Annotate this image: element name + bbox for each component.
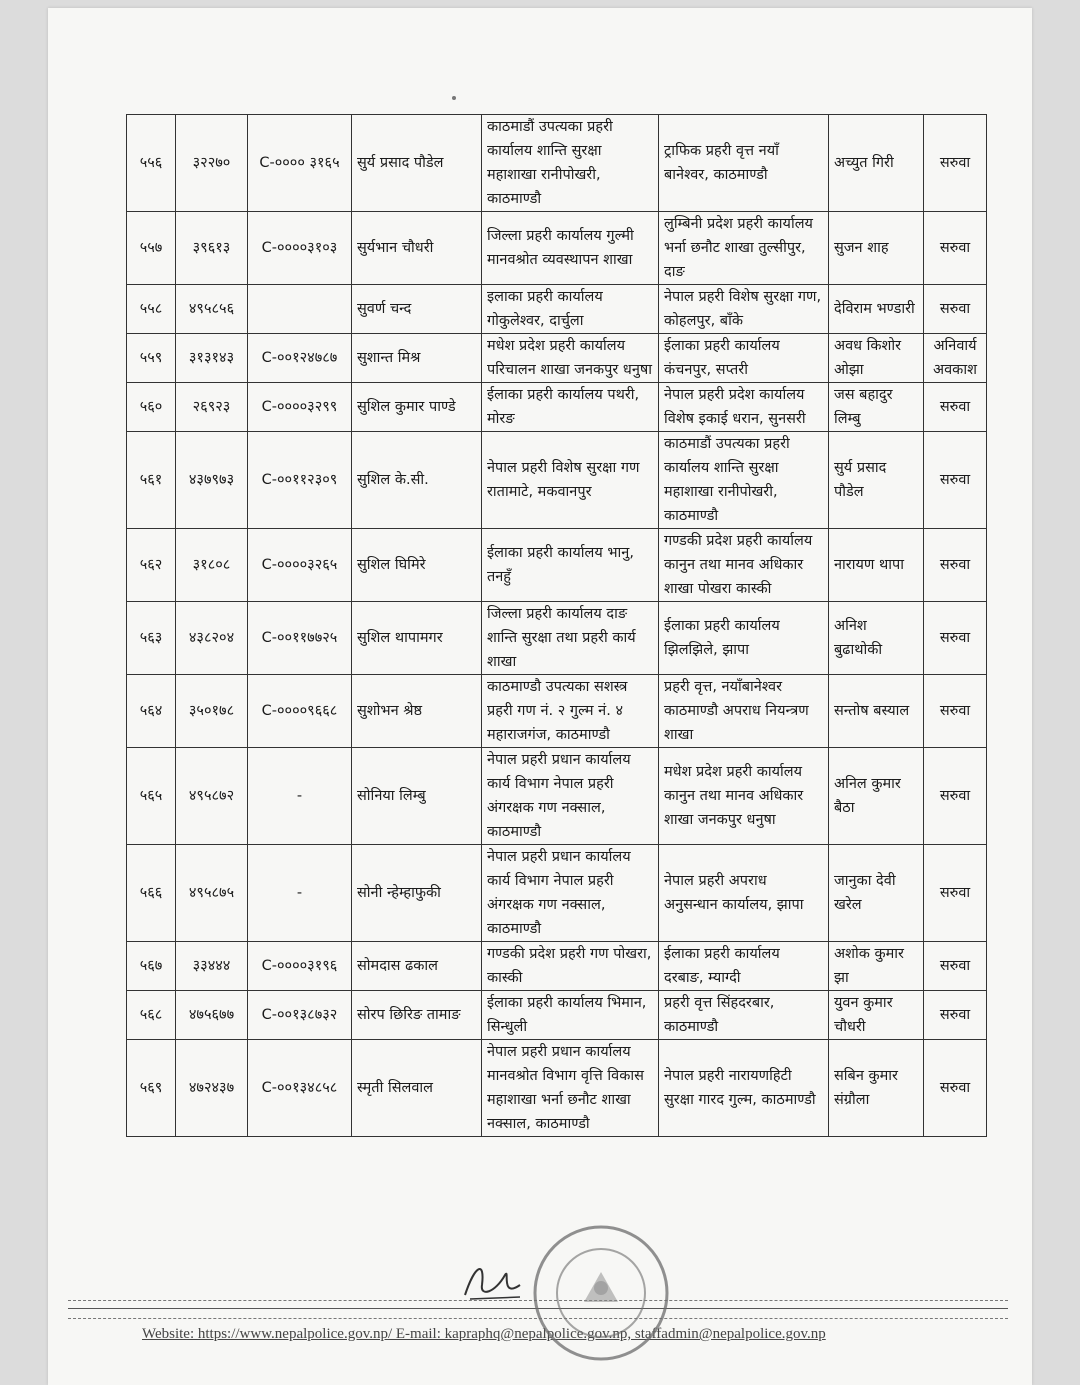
cell-sn: ५६८: [127, 991, 176, 1040]
cell-name: सोरप छिरिङ तामाङ: [352, 991, 482, 1040]
cell-from: ईलाका प्रहरी कार्यालय भिमान, सिन्धुली: [482, 991, 659, 1040]
cell-name: सुशिल कुमार पाण्डे: [352, 383, 482, 432]
cell-code: -: [248, 748, 352, 845]
cell-replacement: अवध किशोर ओझा: [829, 334, 924, 383]
cell-name: सुशिल के.सी.: [352, 432, 482, 529]
cell-sn: ५५९: [127, 334, 176, 383]
cell-to: ईलाका प्रहरी कार्यालय झिलझिले, झापा: [659, 602, 829, 675]
cell-id: ३२२७०: [176, 115, 248, 212]
cell-to: लुम्बिनी प्रदेश प्रहरी कार्यालय भर्ना छनौट शाखा तुल्सीपुर, दाङ: [659, 212, 829, 285]
cell-id: ४९५८७५: [176, 845, 248, 942]
cell-status: सरुवा: [924, 991, 987, 1040]
table-row: [127, 748, 987, 845]
cell-sn: ५६७: [127, 942, 176, 991]
signature: [460, 1255, 530, 1305]
cell-status: सरुवा: [924, 529, 987, 602]
cell-name: सुशिल घिमिरे: [352, 529, 482, 602]
cell-name: सुशोभन श्रेष्ठ: [352, 675, 482, 748]
cell-replacement: नारायण थापा: [829, 529, 924, 602]
cell-from: नेपाल प्रहरी प्रधान कार्यालय कार्य विभाग नेपाल प्रहरी अंगरक्षक गण नक्साल, काठमाण्डौ: [482, 845, 659, 942]
cell-to: नेपाल प्रहरी प्रदेश कार्यालय विशेष इकाई धरान, सुनसरी: [659, 383, 829, 432]
cell-id: ४३७९७३: [176, 432, 248, 529]
cell-replacement: सुजन शाह: [829, 212, 924, 285]
table-row: [127, 845, 987, 942]
cell-replacement: सन्तोष बस्याल: [829, 675, 924, 748]
cell-from: मधेश प्रदेश प्रहरी कार्यालय परिचालन शाखा जनकपुर धनुषा: [482, 334, 659, 383]
cell-sn: ५६१: [127, 432, 176, 529]
table-row: [127, 1040, 987, 1137]
cell-status: सरुवा: [924, 383, 987, 432]
cell-code: C-००१२४७८७: [248, 334, 352, 383]
scan-dot: [452, 96, 456, 100]
cell-name: सुर्यभान चौधरी: [352, 212, 482, 285]
cell-status: सरुवा: [924, 602, 987, 675]
cell-id: ४७२४३७: [176, 1040, 248, 1137]
cell-status: सरुवा: [924, 432, 987, 529]
cell-sn: ५६५: [127, 748, 176, 845]
cell-from: काठमाण्डौ उपत्यका सशस्त्र प्रहरी गण नं. २ गुल्म नं. ४ महाराजगंज, काठमाण्डौ: [482, 675, 659, 748]
cell-sn: ५६२: [127, 529, 176, 602]
transfer-table: [126, 114, 987, 1137]
cell-from: ईलाका प्रहरी कार्यालय पथरी, मोरङ: [482, 383, 659, 432]
cell-sn: ५६३: [127, 602, 176, 675]
cell-replacement: देविराम भण्डारी: [829, 285, 924, 334]
cell-status: अनिवार्य अवकाश: [924, 334, 987, 383]
cell-replacement: सुर्य प्रसाद पौडेल: [829, 432, 924, 529]
cell-code: [248, 285, 352, 334]
cell-to: ईलाका प्रहरी कार्यालय दरबाङ, म्याग्दी: [659, 942, 829, 991]
cell-id: ४९५८७२: [176, 748, 248, 845]
cell-name: सोनी न्हेम्हाफुकी: [352, 845, 482, 942]
cell-name: सुवर्ण चन्द: [352, 285, 482, 334]
cell-status: सरुवा: [924, 115, 987, 212]
cell-id: ४९५८५६: [176, 285, 248, 334]
cell-code: -: [248, 845, 352, 942]
cell-sn: ५६९: [127, 1040, 176, 1137]
cell-replacement: जानुका देवी खरेल: [829, 845, 924, 942]
cell-name: सुशान्त मिश्र: [352, 334, 482, 383]
cell-from: गण्डकी प्रदेश प्रहरी गण पोखरा, कास्की: [482, 942, 659, 991]
cell-name: सुशिल थापामगर: [352, 602, 482, 675]
cell-name: स्मृती सिलवाल: [352, 1040, 482, 1137]
footer-contact: Website: https://www.nepalpolice.gov.np/ E-mail: kapraphq@nepalpolice.gov.np, staffadmin@nepalpolice.gov.np: [142, 1326, 826, 1342]
cell-code: C-००००३२९९: [248, 383, 352, 432]
cell-to: ईलाका प्रहरी कार्यालय कंचनपुर, सप्तरी: [659, 334, 829, 383]
cell-code: C-००००९६६८: [248, 675, 352, 748]
cell-to: काठमाडौं उपत्यका प्रहरी कार्यालय शान्ति सुरक्षा महाशाखा रानीपोखरी, काठमाण्डौ: [659, 432, 829, 529]
cell-id: ३१८०८: [176, 529, 248, 602]
table-row: [127, 942, 987, 991]
government-seal: [526, 1218, 676, 1368]
cell-to: प्रहरी वृत्त सिंहदरबार, काठमाण्डौ: [659, 991, 829, 1040]
cell-sn: ५६४: [127, 675, 176, 748]
table-row: [127, 334, 987, 383]
cell-status: सरुवा: [924, 942, 987, 991]
cell-code: C-००११२३०९: [248, 432, 352, 529]
cell-name: सोनिया लिम्बु: [352, 748, 482, 845]
table-row: [127, 432, 987, 529]
cell-replacement: अशोक कुमार झा: [829, 942, 924, 991]
cell-sn: ५५८: [127, 285, 176, 334]
cell-id: ४७५६७७: [176, 991, 248, 1040]
table-row: [127, 602, 987, 675]
cell-name: सोमदास ढकाल: [352, 942, 482, 991]
cell-id: ३३४४४: [176, 942, 248, 991]
cell-to: ट्राफिक प्रहरी वृत्त नयाँ बानेश्वर, काठमाण्डौ: [659, 115, 829, 212]
cell-to: नेपाल प्रहरी विशेष सुरक्षा गण, कोहलपुर, बाँके: [659, 285, 829, 334]
cell-id: ३९६१३: [176, 212, 248, 285]
cell-from: जिल्ला प्रहरी कार्यालय गुल्मी मानवश्रोत व्यवस्थापन शाखा: [482, 212, 659, 285]
cell-status: सरुवा: [924, 285, 987, 334]
cell-id: ४३८२०४: [176, 602, 248, 675]
cell-from: काठमाडौं उपत्यका प्रहरी कार्यालय शान्ति सुरक्षा महाशाखा रानीपोखरी, काठमाण्डौ: [482, 115, 659, 212]
table-row: [127, 991, 987, 1040]
table-row: [127, 212, 987, 285]
cell-sn: ५५७: [127, 212, 176, 285]
cell-sn: ५६०: [127, 383, 176, 432]
cell-code: C-००११७७२५: [248, 602, 352, 675]
table-row: [127, 675, 987, 748]
cell-to: गण्डकी प्रदेश प्रहरी कार्यालय कानुन तथा मानव अधिकार शाखा पोखरा कास्की: [659, 529, 829, 602]
table-row: [127, 383, 987, 432]
cell-code: C-००१३४८५८: [248, 1040, 352, 1137]
cell-id: ३५०१७८: [176, 675, 248, 748]
cell-sn: ५५६: [127, 115, 176, 212]
cell-id: ३१३१४३: [176, 334, 248, 383]
cell-id: २६९२३: [176, 383, 248, 432]
cell-code: C-००००३१९६: [248, 942, 352, 991]
cell-to: नेपाल प्रहरी नारायणहिटी सुरक्षा गारद गुल्म, काठमाण्डौ: [659, 1040, 829, 1137]
cell-from: ईलाका प्रहरी कार्यालय भानु, तनहुँ: [482, 529, 659, 602]
cell-code: C-००००३१०३: [248, 212, 352, 285]
cell-status: सरुवा: [924, 675, 987, 748]
cell-from: नेपाल प्रहरी विशेष सुरक्षा गण रातामाटे, मकवानपुर: [482, 432, 659, 529]
cell-sn: ५६६: [127, 845, 176, 942]
cell-to: प्रहरी वृत्त, नयाँबानेश्वर काठमाण्डौ अपराध नियन्त्रण शाखा: [659, 675, 829, 748]
cell-to: नेपाल प्रहरी अपराध अनुसन्धान कार्यालय, झापा: [659, 845, 829, 942]
cell-from: नेपाल प्रहरी प्रधान कार्यालय कार्य विभाग नेपाल प्रहरी अंगरक्षक गण नक्साल, काठमाण्डौ: [482, 748, 659, 845]
cell-replacement: युवन कुमार चौधरी: [829, 991, 924, 1040]
cell-name: सुर्य प्रसाद पौडेल: [352, 115, 482, 212]
cell-replacement: अच्युत गिरी: [829, 115, 924, 212]
cell-from: नेपाल प्रहरी प्रधान कार्यालय मानवश्रोत विभाग वृत्ति विकास महाशाखा भर्ना छनौट शाखा नक्साल, काठमाण्डौ: [482, 1040, 659, 1137]
table-row: [127, 115, 987, 212]
cell-status: सरुवा: [924, 748, 987, 845]
cell-code: C-००००३२६५: [248, 529, 352, 602]
cell-from: इलाका प्रहरी कार्यालय गोकुलेश्वर, दार्चुला: [482, 285, 659, 334]
cell-code: C-००१३८७३२: [248, 991, 352, 1040]
cell-replacement: सबिन कुमार संग्रौला: [829, 1040, 924, 1137]
table-row: [127, 285, 987, 334]
cell-code: C-०००० ३१६५: [248, 115, 352, 212]
cell-replacement: जस बहादुर लिम्बु: [829, 383, 924, 432]
table-row: [127, 529, 987, 602]
cell-from: जिल्ला प्रहरी कार्यालय दाङ शान्ति सुरक्षा तथा प्रहरी कार्य शाखा: [482, 602, 659, 675]
cell-replacement: अनिश बुढाथोकी: [829, 602, 924, 675]
cell-status: सरुवा: [924, 845, 987, 942]
cell-status: सरुवा: [924, 212, 987, 285]
cell-status: सरुवा: [924, 1040, 987, 1137]
cell-replacement: अनिल कुमार बैठा: [829, 748, 924, 845]
cell-to: मधेश प्रदेश प्रहरी कार्यालय कानुन तथा मानव अधिकार शाखा जनकपुर धनुषा: [659, 748, 829, 845]
